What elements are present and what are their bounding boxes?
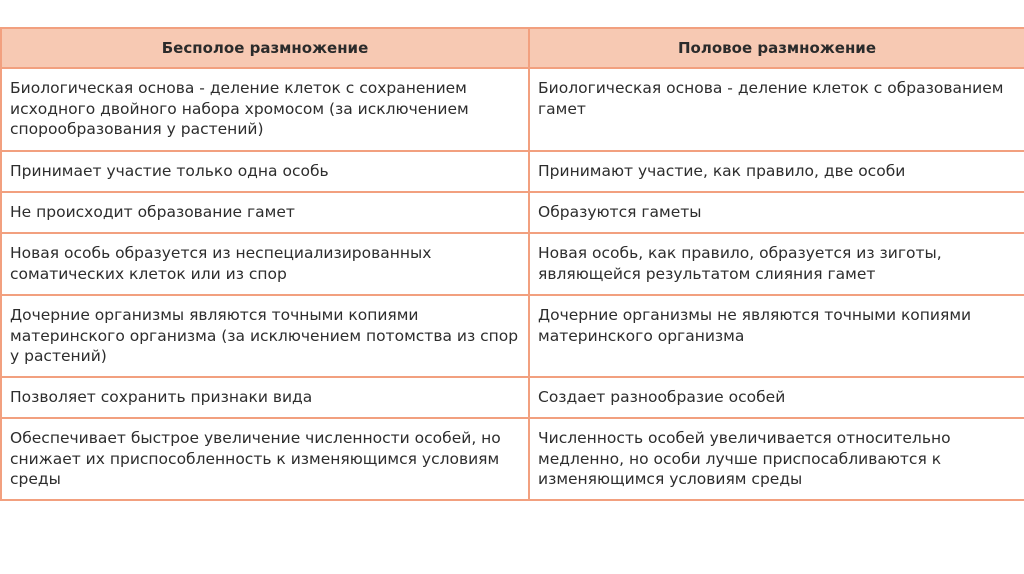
cell-sexual: Принимают участие, как правило, две особи bbox=[529, 151, 1024, 192]
cell-asexual: Новая особь образуется из неспециализированных соматических клеток или из спор bbox=[1, 233, 529, 295]
cell-sexual: Образуются гаметы bbox=[529, 192, 1024, 233]
cell-asexual: Биологическая основа - деление клеток с сохранением исходного двойного набора хромосом (за исключением спорообразования у растений) bbox=[1, 68, 529, 151]
cell-sexual: Создает разнообразие особей bbox=[529, 377, 1024, 418]
table-row bbox=[1, 233, 1024, 295]
comparison-table bbox=[0, 27, 1024, 501]
cell-asexual: Обеспечивает быстрое увеличение численности особей, но снижает их приспособленность к изменяющимся условиям среды bbox=[1, 418, 529, 500]
table-row bbox=[1, 418, 1024, 500]
table-row bbox=[1, 377, 1024, 418]
cell-sexual: Численность особей увеличивается относительно медленно, но особи лучше приспосабливаются к изменяющимся условиям среды bbox=[529, 418, 1024, 500]
header-sexual: Половое размножение bbox=[529, 28, 1024, 68]
cell-sexual: Биологическая основа - деление клеток с образованием гамет bbox=[529, 68, 1024, 151]
cell-sexual: Дочерние организмы не являются точными копиями материнского организма bbox=[529, 295, 1024, 377]
header-asexual: Бесполое размножение bbox=[1, 28, 529, 68]
table-header-row bbox=[1, 28, 1024, 68]
table-row bbox=[1, 192, 1024, 233]
table-row bbox=[1, 295, 1024, 377]
cell-sexual: Новая особь, как правило, образуется из зиготы, являющейся результатом слияния гамет bbox=[529, 233, 1024, 295]
table-row bbox=[1, 68, 1024, 151]
cell-asexual: Дочерние организмы являются точными копиями материнского организма (за исключением потомства из спор у растений) bbox=[1, 295, 529, 377]
cell-asexual: Не происходит образование гамет bbox=[1, 192, 529, 233]
cell-asexual: Позволяет сохранить признаки вида bbox=[1, 377, 529, 418]
table-row bbox=[1, 151, 1024, 192]
cell-asexual: Принимает участие только одна особь bbox=[1, 151, 529, 192]
